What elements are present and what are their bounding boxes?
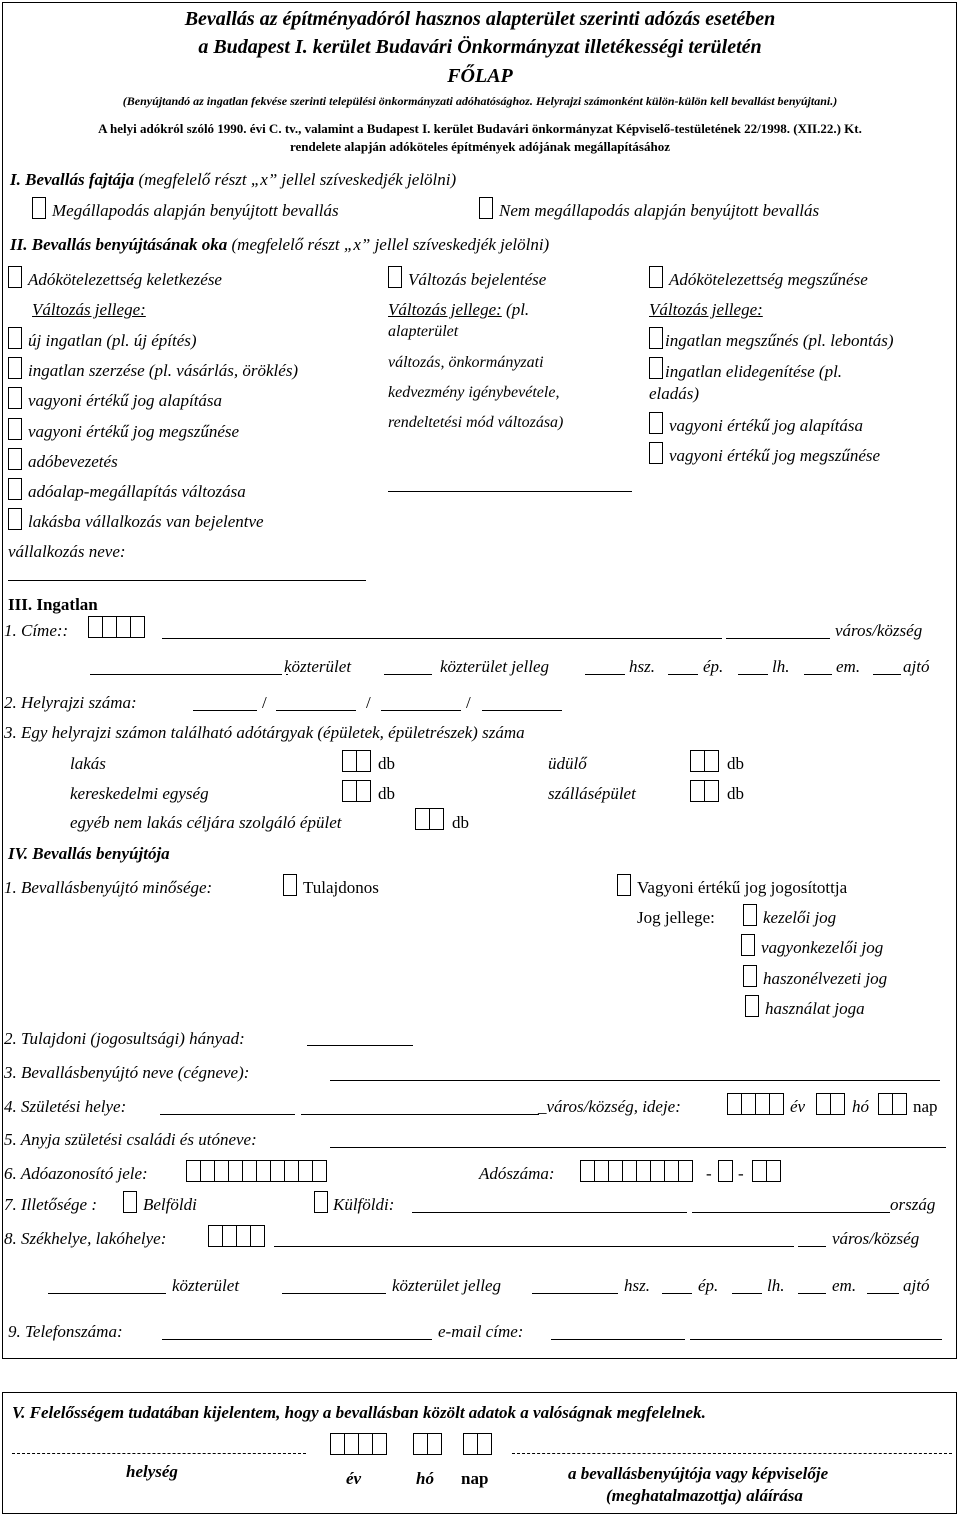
street-type-line[interactable] (384, 674, 432, 675)
section4-title: IV. Bevallás benyújtója (8, 844, 170, 863)
birth-month-label: hó (852, 1097, 869, 1116)
street-type-label: közterület jelleg (440, 657, 550, 676)
birthplace-line1[interactable] (160, 1114, 295, 1115)
floor-line[interactable] (804, 674, 832, 675)
checkbox-management-right[interactable] (743, 904, 757, 926)
checkbox-right-holder[interactable] (617, 874, 631, 896)
checkbox-domestic[interactable] (123, 1191, 137, 1213)
checkbox-use-right[interactable] (745, 995, 759, 1017)
lot-number-line1[interactable] (193, 710, 257, 711)
tax-base-change-label: adóalap-megállapítás változása (28, 482, 246, 501)
accommodation-db: db (727, 784, 744, 803)
section2-title-rest: (megfelelő részt „x” jellel szíveskedjék jelölni) (227, 235, 550, 254)
declaration-day-boxes[interactable] (463, 1433, 491, 1455)
signature-caption-line2: (meghatalmazottja) aláírása (606, 1486, 803, 1505)
col2-change-type (388, 301, 529, 318)
section3-title: III. Ingatlan (8, 595, 98, 614)
lot-slash3: / (466, 693, 471, 712)
birth-city-date-label: _város/község, ideje: (538, 1097, 681, 1116)
tax-number-dash1: - (706, 1164, 712, 1183)
obligation-start-label: Adókötelezettség keletkezése (28, 270, 222, 289)
ownership-share-line[interactable] (307, 1045, 413, 1046)
company-registered-label: lakásba vállalkozás van bejelentve (28, 512, 264, 531)
right-establishment-label: vagyoni értékű jog alapítása (28, 391, 223, 410)
change-notification-label: Változás bejelentése (408, 270, 547, 289)
folap-title: FŐLAP (447, 65, 513, 87)
birth-month-boxes[interactable] (816, 1093, 844, 1115)
ownership-share-label: 2. Tulajdoni (jogosultsági) hányad: (4, 1029, 245, 1048)
commercial-db: db (378, 784, 395, 803)
other-building-count-boxes[interactable] (415, 808, 443, 830)
property-alienation-label: ingatlan elidegenítése (pl. (665, 362, 843, 381)
checkbox-usufruct-right[interactable] (743, 965, 757, 987)
domestic-label: Belföldi (143, 1195, 197, 1214)
commercial-unit-label: kereskedelmi egység (70, 784, 209, 803)
obligation-end-label: Adókötelezettség megszűnése (669, 270, 868, 289)
checkbox-tax-introduction[interactable] (8, 448, 22, 470)
seat-postcode-boxes[interactable] (208, 1225, 264, 1247)
form-title-line1: Bevallás az építményadóról hasznos alapterület szerinti adózás esetében (184, 8, 776, 30)
lot-number-label: 2. Helyrajzi száma: (4, 693, 137, 712)
col2-line1: alapterület (388, 323, 459, 340)
building-label: ép. (703, 657, 724, 676)
property-demolition-label: ingatlan megszűnés (pl. lebontás) (665, 331, 894, 350)
door-label: ajtó (903, 657, 930, 676)
col3-right-termination-label: vagyoni értékű jog megszűnése (669, 446, 881, 465)
seat-door-line[interactable] (867, 1293, 899, 1294)
mother-name-label: 5. Anyja születési családi és utóneve: (4, 1130, 257, 1149)
submitter-name-label: 3. Bevallásbenyújtó neve (cégneve): (4, 1063, 250, 1082)
email-line1[interactable] (551, 1339, 685, 1340)
seat-building-label: ép. (698, 1276, 719, 1295)
declaration-day-label: nap (461, 1469, 489, 1488)
address-city-line2[interactable] (726, 638, 830, 639)
birth-day-boxes[interactable] (878, 1093, 906, 1115)
building-line[interactable] (668, 674, 698, 675)
country-line2[interactable] (692, 1212, 890, 1213)
accommodation-count-boxes[interactable] (690, 780, 718, 802)
accommodation-label: szállásépület (548, 784, 636, 803)
right-holder-text: Vagyoni értékű jog jogosítottja (637, 878, 848, 897)
phone-line[interactable] (162, 1339, 432, 1340)
col1-change-type-label: Változás jellege: (32, 300, 146, 319)
right-holder-label (637, 879, 847, 896)
address-city-label: város/község (835, 621, 923, 640)
tax-number-boxes-county[interactable] (752, 1160, 780, 1182)
seat-city-label: város/község (832, 1229, 920, 1248)
col2-blank-line[interactable] (388, 491, 632, 492)
seat-street-label: közterület (172, 1276, 240, 1295)
checkbox-foreign[interactable] (314, 1191, 328, 1213)
house-number-line[interactable] (585, 674, 625, 675)
holiday-home-label: üdülő (548, 754, 587, 773)
checkbox-change-notification[interactable] (388, 266, 402, 288)
birth-day-label: nap (913, 1097, 938, 1116)
staircase-label: lh. (772, 657, 790, 676)
form-title-line2: a Budapest I. kerület Budavári Önkormányzat illetékességi területén (198, 36, 762, 58)
checkbox-owner[interactable] (283, 874, 297, 896)
seat-house-number-label: hsz. (624, 1276, 650, 1295)
address-label: 1. Címe:: (4, 621, 69, 640)
checkbox-right-establishment[interactable] (8, 387, 22, 409)
col2-change-type-label: Változás jellege: (388, 300, 502, 319)
management-right-label: kezelői jog (763, 908, 837, 927)
declaration-month-label: hó (416, 1469, 434, 1488)
other-building-db: db (452, 813, 469, 832)
street-label: közterület (284, 657, 352, 676)
seat-building-line[interactable] (662, 1293, 692, 1294)
tax-number-boxes-vat[interactable] (718, 1160, 732, 1182)
seat-street-type-label: közterület jelleg (392, 1276, 502, 1295)
email-line2[interactable] (690, 1339, 942, 1340)
asset-management-right-label: vagyonkezelői jog (761, 938, 884, 957)
declaration-statement: V. Felelősségem tudatában kijelentem, hogy a bevallásban közölt adatok a valóságnak megfelelnek. (12, 1403, 706, 1422)
door-line[interactable] (873, 674, 901, 675)
checkbox-obligation-start[interactable] (8, 266, 22, 288)
right-type-label: Jog jellege: (637, 908, 715, 927)
signature-line[interactable] (512, 1453, 952, 1454)
usufruct-right-label: haszonélvezeti jog (763, 969, 888, 988)
tax-number-boxes-main[interactable] (580, 1160, 692, 1182)
phone-label: 9. Telefonszáma: (8, 1322, 123, 1341)
birth-year-boxes[interactable] (727, 1093, 783, 1115)
place-line[interactable] (12, 1453, 306, 1454)
tax-number-dash2: - (738, 1164, 744, 1183)
seat-floor-label: em. (832, 1276, 857, 1295)
seat-door-label: ajtó (903, 1276, 930, 1295)
lot-slash2: / (366, 693, 371, 712)
seat-floor-line[interactable] (798, 1293, 826, 1294)
lot-slash1: / (262, 693, 267, 712)
checkbox-property-alienation[interactable] (649, 357, 663, 379)
birthplace-line2[interactable] (301, 1114, 539, 1115)
checkbox-agreement-based[interactable] (32, 197, 46, 219)
col2-line4: rendeltetési mód változása) (388, 414, 564, 431)
tax-object-count-title: 3. Egy helyrajzi számon található adótárgyak (épületek, épületrészek) száma (4, 723, 525, 742)
section2-title-bold: II. Bevallás benyújtásának oka (10, 235, 228, 254)
new-property-label: új ingatlan (pl. új építés) (28, 331, 197, 350)
seat-city-line2[interactable] (798, 1246, 826, 1247)
holiday-home-count-boxes[interactable] (690, 750, 718, 772)
seat-staircase-line[interactable] (732, 1293, 762, 1294)
checkbox-company-registered[interactable] (8, 508, 22, 530)
floor-label: em. (836, 657, 861, 676)
lot-number-line3[interactable] (381, 710, 461, 711)
seat-street-type-line[interactable] (282, 1293, 386, 1294)
lot-number-line2[interactable] (276, 710, 356, 711)
house-number-label: hsz. (629, 657, 655, 676)
section2-title (10, 236, 549, 253)
tax-number-label: Adószáma: (479, 1164, 555, 1183)
company-name-line[interactable] (8, 580, 366, 581)
use-right-label: használat joga (765, 999, 865, 1018)
col2-change-type-rest: (pl. (501, 300, 530, 319)
foreign-label: Külföldi: (333, 1195, 395, 1214)
flat-count-boxes[interactable] (342, 750, 370, 772)
staircase-line[interactable] (738, 674, 768, 675)
residency-label: 7. Illetősége : (4, 1195, 97, 1214)
submission-note: (Benyújtandó az ingatlan fekvése szerinti települési önkormányzati adóhatósághoz. Helyrajzi számonként külön-külön kell bevallást benyújtani.) (122, 94, 838, 108)
col2-line2: változás, önkormányzati (388, 354, 544, 371)
option-not-agreement-based: Nem megállapodás alapján benyújtott bevallás (499, 201, 820, 220)
country-label: ország (890, 1195, 936, 1214)
section1-title-rest: (megfelelő részt „x” jellel szíveskedjék jelölni) (134, 170, 457, 189)
section1-title (10, 171, 456, 188)
country-line1[interactable] (412, 1212, 687, 1213)
declaration-year-label: év (346, 1469, 362, 1488)
tax-id-boxes[interactable] (186, 1160, 326, 1182)
col3-change-type-label: Változás jellege: (649, 300, 763, 319)
address-city-line[interactable] (162, 638, 722, 639)
place-label: helység (126, 1462, 178, 1481)
owner-label: Tulajdonos (303, 878, 379, 897)
checkbox-asset-management-right[interactable] (741, 934, 755, 956)
seat-house-number-line[interactable] (532, 1293, 618, 1294)
submitter-role-label: 1. Bevallásbenyújtó minősége: (4, 878, 213, 897)
checkbox-tax-base-change[interactable] (8, 478, 22, 500)
property-acquisition-label: ingatlan szerzése (pl. vásárlás, öröklés) (28, 361, 299, 380)
flat-db: db (378, 754, 395, 773)
col3-right-establishment-label: vagyoni értékű jog alapítása (669, 416, 864, 435)
option-agreement-based: Megállapodás alapján benyújtott bevallás (52, 201, 339, 220)
flat-label: lakás (70, 754, 106, 773)
col2-line3: kedvezmény igénybevétele, (388, 384, 560, 401)
tax-introduction-label: adóbevezetés (28, 452, 118, 471)
checkbox-obligation-end[interactable] (649, 266, 663, 288)
checkbox-property-acquisition[interactable] (8, 357, 22, 379)
law-reference-line2: rendelete alapján adóköteles építmények adójának megállapításához (289, 139, 670, 154)
other-building-label: egyéb nem lakás céljára szolgáló épület (70, 813, 342, 832)
section1-title-bold: I. Bevallás fajtája (10, 170, 135, 189)
postcode-boxes[interactable] (88, 616, 144, 638)
lot-number-line4[interactable] (482, 710, 562, 711)
declaration-year-boxes[interactable] (330, 1433, 386, 1455)
seat-street-line[interactable] (48, 1293, 166, 1294)
birth-year-label: év (790, 1097, 806, 1116)
street-name-blank[interactable] (90, 674, 282, 675)
checkbox-col3-right-establishment[interactable] (649, 412, 663, 434)
checkbox-right-termination[interactable] (8, 418, 22, 440)
law-reference-line1: A helyi adókról szóló 1990. évi C. tv., valamint a Budapest I. kerület Budavári önkormányzat Képviselő-testületének 22/1998. (XII.22.) Kt. (98, 121, 862, 136)
submitter-name-line[interactable] (330, 1080, 940, 1081)
tax-id-label: 6. Adóazonosító jele: (4, 1164, 148, 1183)
email-label: e-mail címe: (438, 1322, 524, 1341)
checkbox-col3-right-termination[interactable] (649, 442, 663, 464)
seat-city-line1[interactable] (274, 1246, 794, 1247)
property-alienation-label-cont: eladás) (649, 384, 700, 403)
seat-residence-label: 8. Székhelye, lakóhelye: (4, 1229, 167, 1248)
checkbox-not-agreement-based[interactable] (479, 197, 493, 219)
right-termination-label: vagyoni értékű jog megszűnése (28, 422, 240, 441)
signature-caption-line1: a bevallásbenyújtója vagy képviselője (568, 1464, 829, 1483)
checkbox-property-demolition[interactable] (649, 327, 663, 349)
mother-name-line[interactable] (330, 1147, 946, 1148)
seat-staircase-label: lh. (767, 1276, 785, 1295)
birthplace-label: 4. Születési helye: (4, 1097, 127, 1116)
holiday-home-db: db (727, 754, 744, 773)
commercial-count-boxes[interactable] (342, 780, 370, 802)
declaration-month-boxes[interactable] (413, 1433, 441, 1455)
checkbox-new-property[interactable] (8, 327, 22, 349)
company-name-label: vállalkozás neve: (8, 542, 126, 561)
